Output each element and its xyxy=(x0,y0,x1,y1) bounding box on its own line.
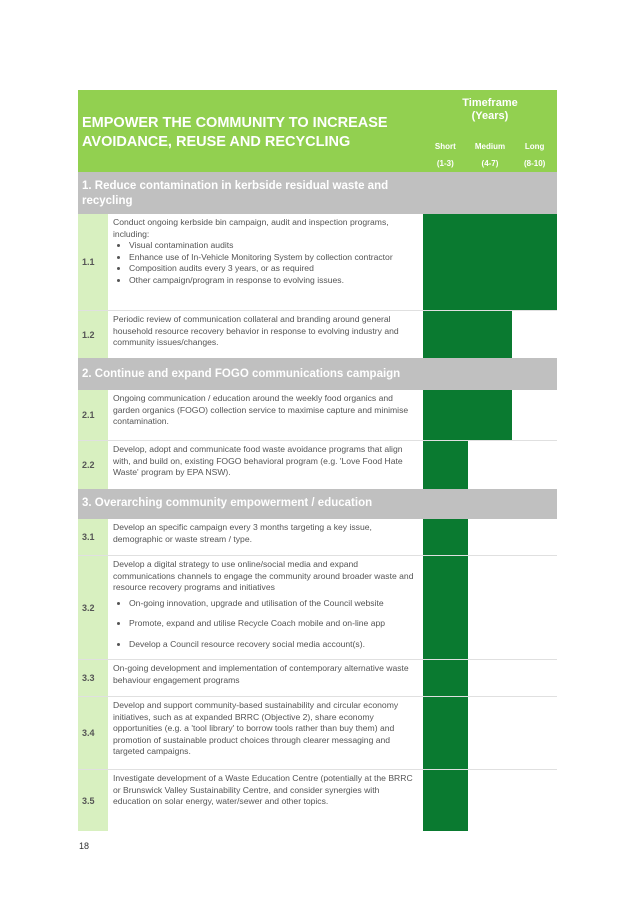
table-row-3-2 xyxy=(78,555,557,659)
timeframe-cell-medium xyxy=(468,660,513,696)
timeframe-label xyxy=(423,97,557,123)
timeframe-label-line-2: (Years) xyxy=(471,110,509,122)
list-item: • Other campaign/program in response to evolving issues. xyxy=(129,275,419,287)
column-short-name: Short xyxy=(434,142,456,151)
timeframe-cell-long xyxy=(512,441,557,489)
timeframe-cell-short xyxy=(423,441,468,489)
timeframe-columns xyxy=(423,138,557,172)
timeframe-cell-short xyxy=(423,390,468,440)
row-description xyxy=(108,390,423,440)
list-item: • Composition audits every 3 years, or as required xyxy=(129,263,419,275)
section-1-title-line-1: 1. Reduce contamination in kerbside residual waste and xyxy=(82,180,389,192)
table-row-3-1 xyxy=(78,519,557,555)
section-3-title: 3. Overarching community empowerment / education xyxy=(82,497,373,509)
row-description xyxy=(108,311,423,358)
timeframe-cell-long xyxy=(512,556,557,659)
timeframe-cell-medium xyxy=(468,390,513,440)
timeframe-header xyxy=(423,90,557,172)
row-number: 3.4 xyxy=(78,697,108,769)
column-medium-name: Medium xyxy=(474,142,506,151)
row-intro-text: Investigate development of a Waste Education Centre (potentially at the BRRC or Brunswick Valley Sustainability Centre, and consider synergies with education on solar energy, water/sewer and other topics. xyxy=(113,773,413,807)
timeframe-cell-long xyxy=(512,519,557,555)
row-description xyxy=(108,697,423,769)
section-1-title-line-2: recycling xyxy=(82,195,133,207)
timeframe-cell-long xyxy=(512,214,557,310)
table-header xyxy=(78,90,557,172)
row-number: 1.2 xyxy=(78,311,108,358)
title-line-2: AVOIDANCE, REUSE AND RECYCLING xyxy=(82,134,351,150)
timeframe-cell-medium xyxy=(468,311,513,358)
timeframe-cell-medium xyxy=(468,770,513,831)
timeframe-cell-medium xyxy=(468,519,513,555)
list-item: • Visual contamination audits xyxy=(129,240,419,252)
row-description xyxy=(108,660,423,696)
section-heading-2 xyxy=(78,358,557,390)
timeframe-cell-long xyxy=(512,660,557,696)
timeframe-cell-short xyxy=(423,311,468,358)
table-row-3-5 xyxy=(78,769,557,831)
row-number: 2.1 xyxy=(78,390,108,440)
table-row-1-1 xyxy=(78,214,557,310)
row-description xyxy=(108,556,423,659)
list-item: • Promote, expand and utilise Recycle Coach mobile and on-line app xyxy=(129,618,419,630)
title-line-1: EMPOWER THE COMMUNITY TO INCREASE xyxy=(82,115,388,131)
column-long-range: (8-10) xyxy=(523,159,546,168)
section-heading-1 xyxy=(78,172,557,214)
timeframe-cell-medium xyxy=(468,556,513,659)
timeframe-cell-long xyxy=(512,311,557,358)
row-intro-text: Develop an specific campaign every 3 months targeting a key issue, demographic or waste stream / type. xyxy=(113,522,372,544)
row-number: 3.1 xyxy=(78,519,108,555)
table-row-3-3 xyxy=(78,659,557,696)
row-number: 1.1 xyxy=(78,214,108,310)
table-title xyxy=(78,90,423,172)
section-heading-3 xyxy=(78,489,557,519)
timeframe-label-line-1: Timeframe xyxy=(462,97,518,109)
timeframe-cell-short xyxy=(423,214,468,310)
row-intro-text: Develop and support community-based sustainability and circular economy initiatives, such as at expanded BRRC (Objective 2), share economy opportunities (e.g. a 'tool library' to borrow tools rather than buy them) and promotion of sustainable product choices through clearer messaging and targeted campaigns. xyxy=(113,700,399,757)
timeframe-cell-short xyxy=(423,697,468,769)
column-short xyxy=(423,138,468,172)
row-intro-text: On-going development and implementation of contemporary alternative waste behaviour engagement programs xyxy=(113,663,409,685)
timeframe-cell-medium xyxy=(468,214,513,310)
timeframe-cell-long xyxy=(512,390,557,440)
timeframe-cell-medium xyxy=(468,697,513,769)
row-description xyxy=(108,214,423,310)
row-description xyxy=(108,441,423,489)
column-long xyxy=(512,138,557,172)
timeframe-cell-medium xyxy=(468,441,513,489)
list-item: • Enhance use of In-Vehicle Monitoring System by collection contractor xyxy=(129,252,419,264)
timeframe-cell-long xyxy=(512,697,557,769)
timeframe-cell-long xyxy=(512,770,557,831)
row-number: 3.5 xyxy=(78,770,108,831)
section-2-title: 2. Continue and expand FOGO communications campaign xyxy=(82,368,401,380)
row-intro-text: Develop a digital strategy to use online/social media and expand communications channels to engage the community around broader waste and resource recovery programs and initiatives xyxy=(113,559,414,593)
timeframe-cell-short xyxy=(423,519,468,555)
row-intro-text: Periodic review of communication collateral and branding around general household resource recovery behavior in response to evolving industry and community issues/changes. xyxy=(113,314,399,348)
timeframe-cell-short xyxy=(423,556,468,659)
row-intro-text: Ongoing communication / education around the weekly food organics and garden organics (FOGO) collection service to maximise capture and minimise contamination. xyxy=(113,393,409,427)
row-intro-text: Develop, adopt and communicate food waste avoidance programs that align with, and build on, existing FOGO behavioral program (e.g. 'Love Food Hate Waste' program by EPA NSW). xyxy=(113,444,403,478)
row-intro-text: Conduct ongoing kerbside bin campaign, audit and inspection programs, including: xyxy=(113,217,389,239)
table-row-2-2 xyxy=(78,440,557,489)
row-number: 3.2 xyxy=(78,556,108,659)
row-description xyxy=(108,770,423,831)
list-item: • Develop a Council resource recovery social media account(s). xyxy=(129,639,419,651)
column-short-range: (1-3) xyxy=(436,159,454,168)
row-number: 3.3 xyxy=(78,660,108,696)
column-long-name: Long xyxy=(524,142,545,151)
timeframe-cell-short xyxy=(423,660,468,696)
column-medium xyxy=(468,138,513,172)
page-number: 18 xyxy=(79,841,90,851)
column-medium-range: (4-7) xyxy=(481,159,499,168)
action-table xyxy=(78,90,557,831)
list-item: • On-going innovation, upgrade and utilisation of the Council website xyxy=(129,598,419,610)
table-row-2-1 xyxy=(78,390,557,440)
table-row-1-2 xyxy=(78,310,557,358)
row-number: 2.2 xyxy=(78,441,108,489)
row-description xyxy=(108,519,423,555)
table-row-3-4 xyxy=(78,696,557,769)
timeframe-cell-short xyxy=(423,770,468,831)
